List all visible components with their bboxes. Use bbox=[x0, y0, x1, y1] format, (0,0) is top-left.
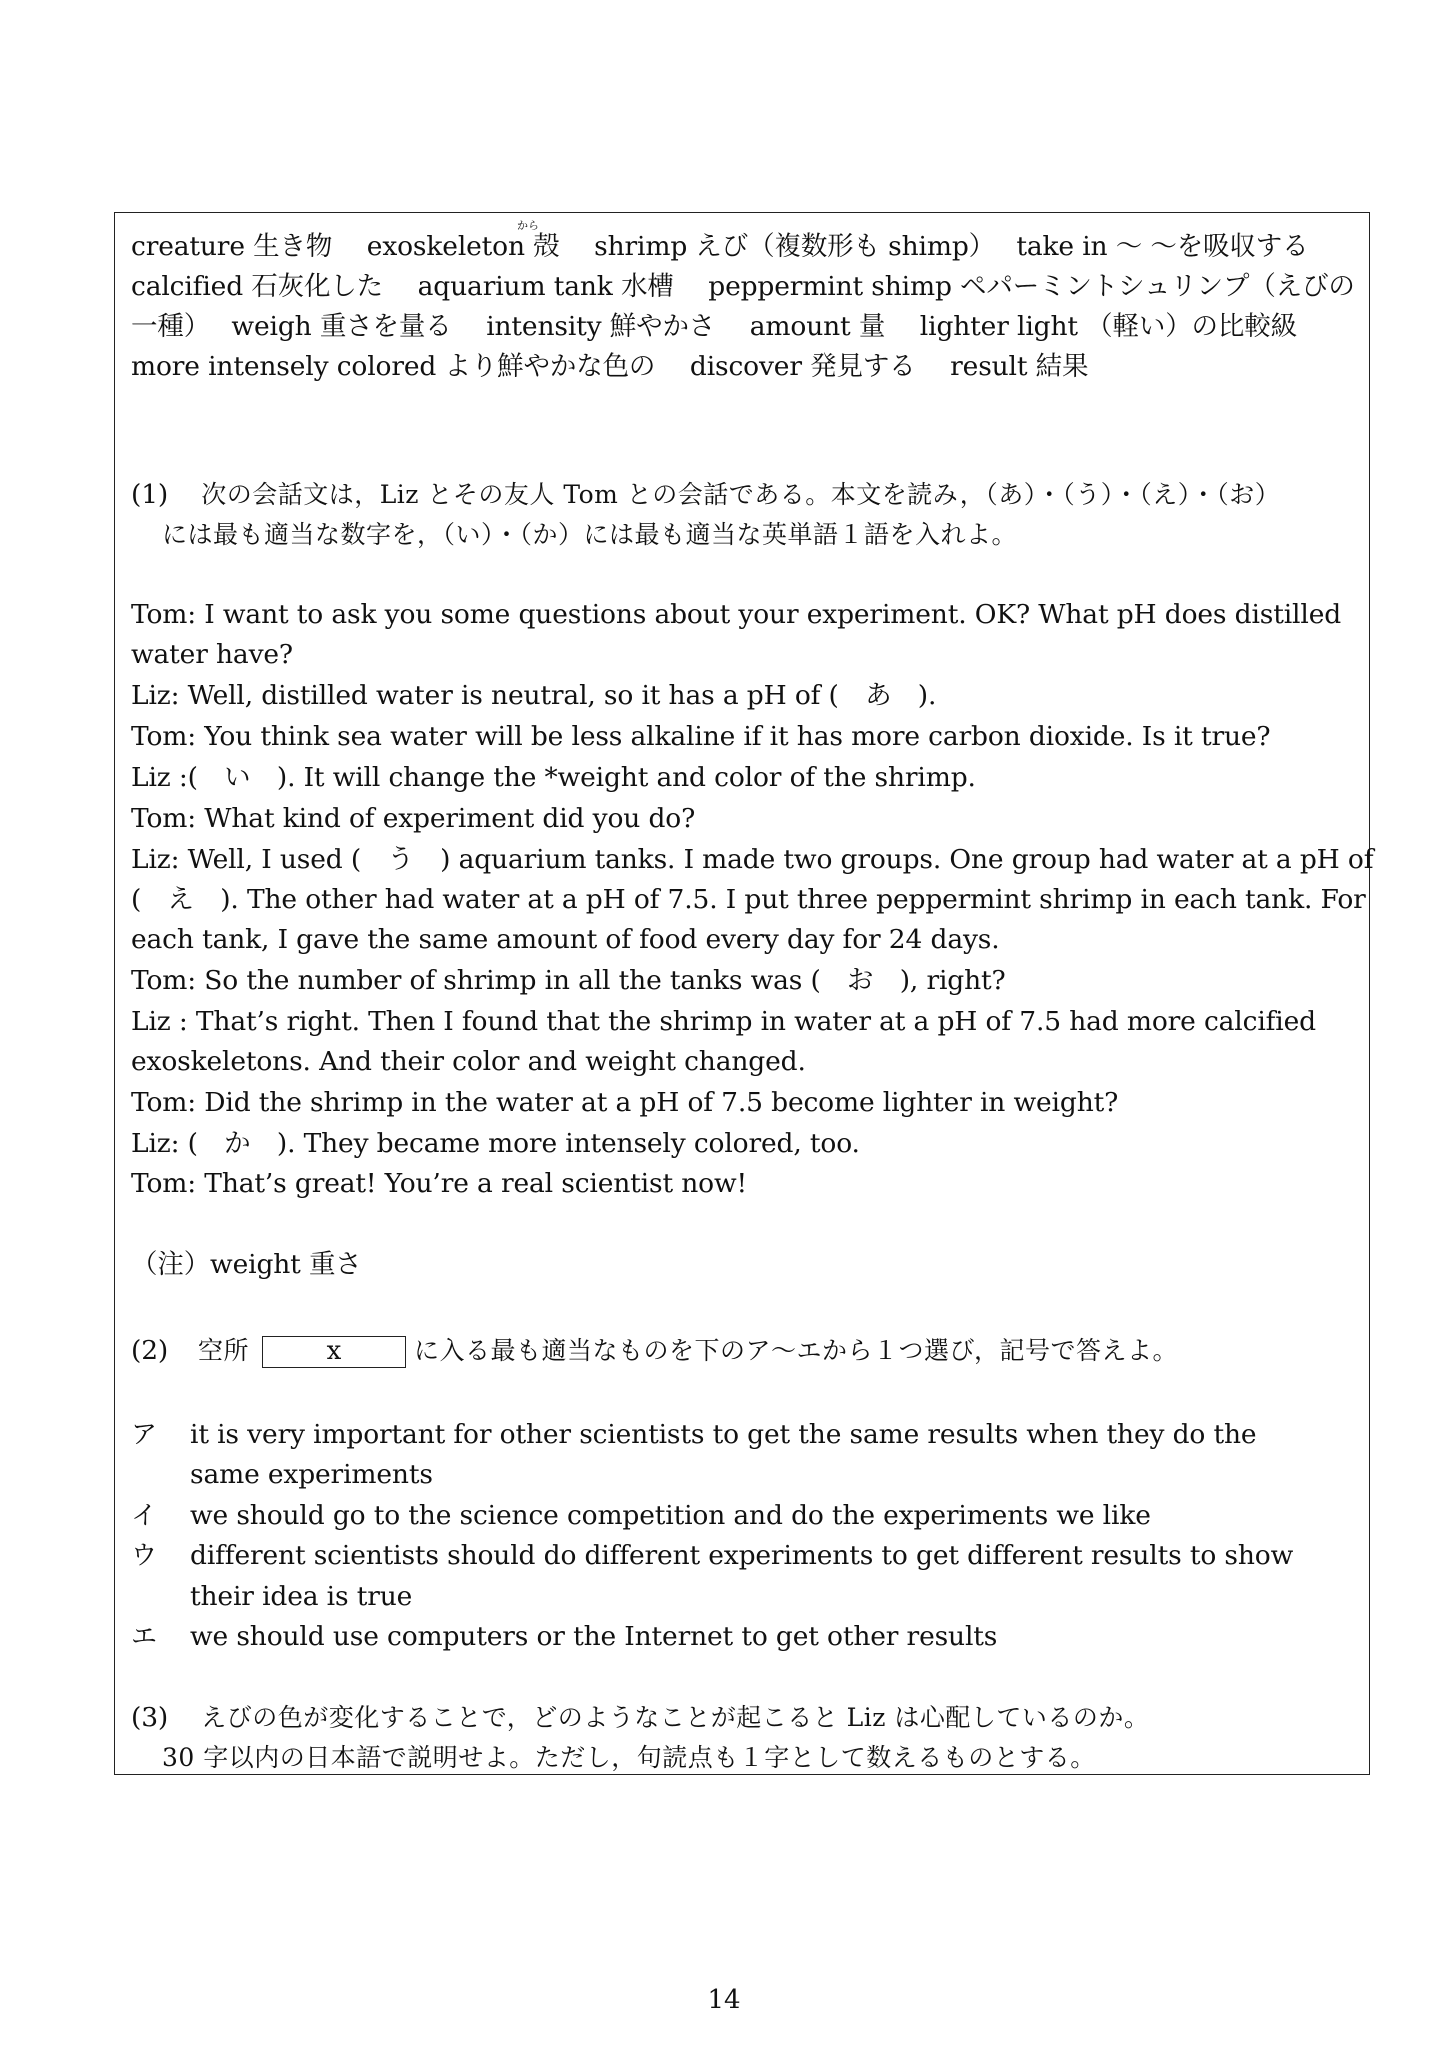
option-e-mark: エ bbox=[131, 1622, 158, 1652]
dialogue-line: exoskeletons. And their color and weight changed. bbox=[131, 1046, 806, 1077]
question-2-number: (2) bbox=[131, 1335, 169, 1366]
glossary-line-4: more intensely colored より鮮やかな色の discover 発見する result 結果 bbox=[131, 351, 1089, 382]
dialogue-line: Liz: Well, distilled water is neutral, so it has a pH of ( あ ). bbox=[131, 680, 937, 711]
option-a-text: it is very important for other scientists to get the same results when they do the bbox=[190, 1419, 1257, 1450]
dialogue-line: ( え ). The other had water at a pH of 7.5. I put three peppermint shrimp in each tank. For bbox=[131, 884, 1366, 915]
option-a-text-2: same experiments bbox=[190, 1459, 433, 1490]
option-a-mark: ア bbox=[131, 1420, 158, 1450]
footnote: （注）weight 重さ bbox=[131, 1249, 362, 1280]
glossary-line-1: creature 生き物 exoskeleton 殻 shrimp えび（複数形も shimp） take in ～ ～を吸収する bbox=[131, 231, 1309, 262]
dialogue-line: Tom: I want to ask you some questions about your experiment. OK? What pH does distilled bbox=[131, 599, 1342, 630]
dialogue-line: Tom: You think sea water will be less alkaline if it has more carbon dioxide. Is it true? bbox=[131, 721, 1271, 752]
option-u-mark: ウ bbox=[131, 1541, 158, 1571]
ruby-annotation: から bbox=[517, 219, 539, 232]
question-3-text: えびの色が変化することで，どのようなことが起こると Liz は心配しているのか。 bbox=[201, 1703, 1150, 1732]
question-1-text: 次の会話文は，Liz とその友人 Tom との会話である。本文を読み，（あ）・（う）・（え）・（お） bbox=[201, 480, 1281, 509]
page-number: 14 bbox=[707, 1985, 741, 2015]
dialogue-line: Liz :( い ). It will change the *weight and color of the shrimp. bbox=[131, 762, 976, 793]
dialogue-line: Liz : That’s right. Then I found that the shrimp in water at a pH of 7.5 had more calcified bbox=[131, 1006, 1316, 1037]
dialogue-line: Tom: So the number of shrimp in all the tanks was ( お ), right? bbox=[131, 965, 1006, 996]
dialogue-line: Tom: Did the shrimp in the water at a pH of 7.5 become lighter in weight? bbox=[131, 1087, 1119, 1118]
option-u-text: different scientists should do different experiments to get different results to show bbox=[190, 1540, 1294, 1571]
dialogue-line: Tom: That’s great! You’re a real scientist now! bbox=[131, 1168, 747, 1199]
glossary-line-3: 一種） weigh 重さを量る intensity 鮮やかさ amount 量 lighter light （軽い）の比較級 bbox=[131, 311, 1297, 342]
glossary-line-2: calcified 石灰化した aquarium tank 水槽 peppermint shimp ペパーミントシュリンプ（えびの bbox=[131, 271, 1355, 302]
dialogue-line: Liz: ( か ). They became more intensely colored, too. bbox=[131, 1128, 860, 1159]
question-3-instruction bbox=[131, 1701, 1149, 1735]
question-1-number: (1) bbox=[131, 479, 169, 510]
dialogue-line: Tom: What kind of experiment did you do? bbox=[131, 803, 696, 834]
question-3-instruction-line-2: 30 字以内の日本語で説明せよ。ただし，句読点も１字として数えるものとする。 bbox=[162, 1743, 1096, 1772]
option-e-text: we should use computers or the Internet to get other results bbox=[190, 1621, 998, 1652]
dialogue-line: water have? bbox=[131, 639, 293, 670]
dialogue-line: Liz: Well, I used ( う ) aquarium tanks. I made two groups. One group had water at a pH of bbox=[131, 844, 1374, 875]
dialogue-line: each tank, I gave the same amount of food every day for 24 days. bbox=[131, 924, 1000, 955]
question-1-instruction-line-2: には最も適当な数字を，（い）・（か）には最も適当な英単語１語を入れよ。 bbox=[162, 520, 1018, 549]
option-u-text-2: their idea is true bbox=[190, 1581, 413, 1612]
question-2-pre: 空所 bbox=[198, 1336, 250, 1365]
question-2-text: に入る最も適当なものを下のア～エから１つ選び，記号で答えよ。 bbox=[414, 1336, 1179, 1365]
question-3-number: (3) bbox=[131, 1702, 169, 1733]
question-1-instruction bbox=[131, 478, 1280, 512]
blank-x-box: x bbox=[262, 1336, 406, 1368]
option-i-mark: イ bbox=[131, 1501, 158, 1531]
option-i-text: we should go to the science competition and do the experiments we like bbox=[190, 1500, 1151, 1531]
